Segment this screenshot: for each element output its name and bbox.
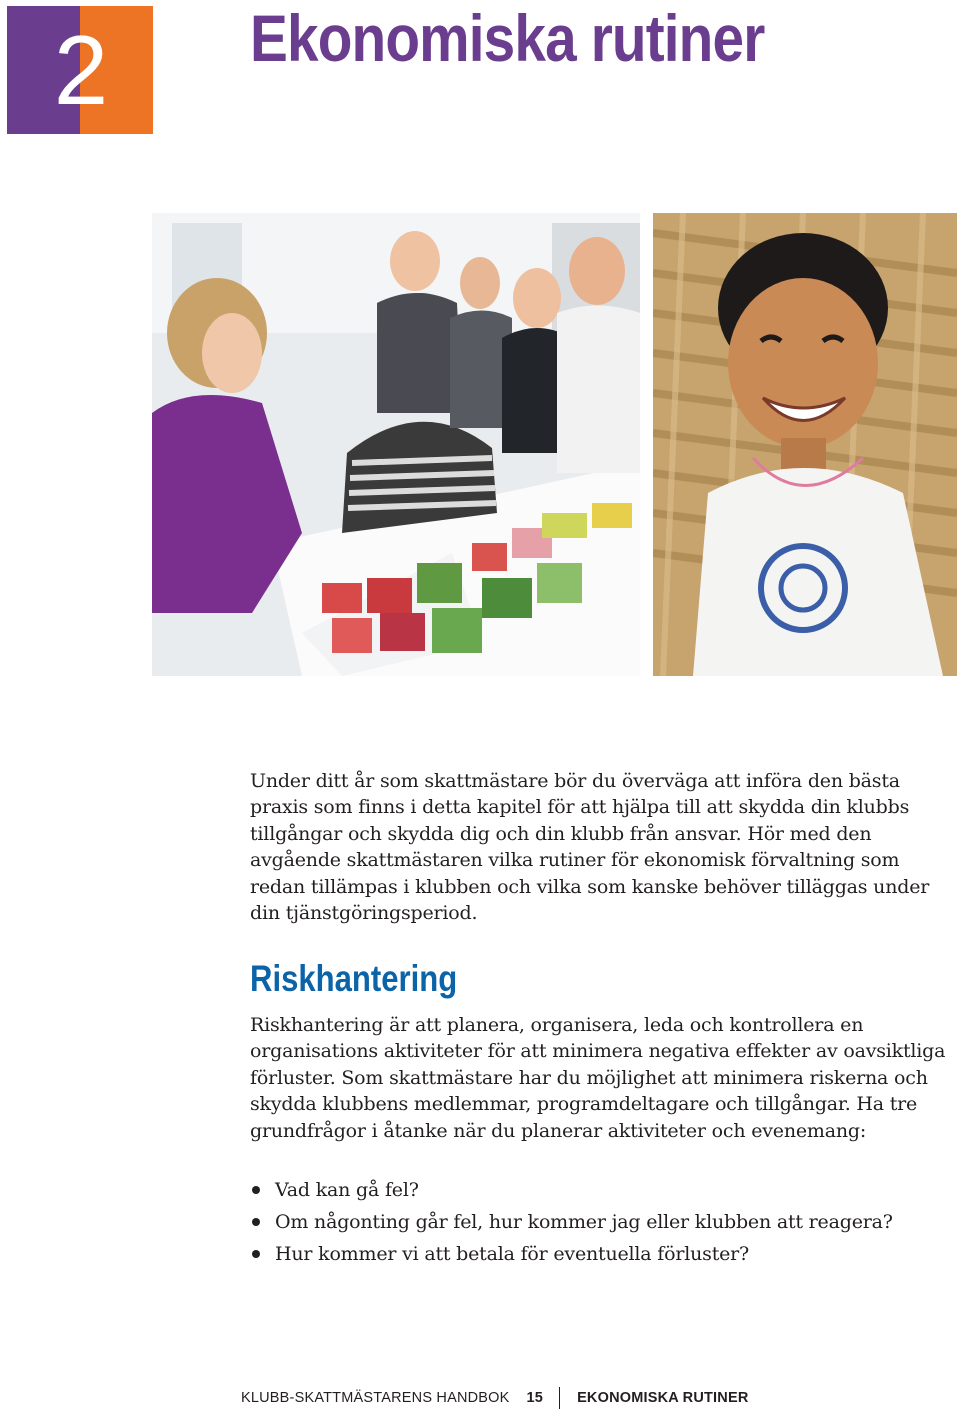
footer-section-title: EKONOMISKA RUTINER (577, 1390, 749, 1406)
child-photo-illustration (653, 213, 957, 676)
question-list (250, 1176, 955, 1272)
intro-paragraph: Under ditt år som skattmästare bör du överväga att införa den bästa praxis som finns i detta kapitel för att hjälpa till att skydda din klubbs tillgångar och skydda dig och din klubb från ansvar. Hör med den avgående skattmästaren vilka rutiner för ekonomisk förvaltning som redan tillämpas i klubben och vilka som kanske behöver tilläggas under din tjänstgöringsperiod. (250, 770, 930, 925)
footer-divider (559, 1387, 560, 1409)
section-heading: Riskhantering (250, 958, 458, 999)
group-photo-illustration (152, 213, 640, 676)
chapter-title: Ekonomiska rutiner (250, 1, 765, 75)
section-paragraph: Riskhantering är att planera, organisera, leda och kontrollera en organisations aktiviteter för att minimera negativa effekter av oavsiktliga förluster. Som skattmästare har du möjlighet att minimera riskerna och skydda klubbens medlemmar, programdeltagare och tillgångar. Ha tre grundfrågor i åtanke när du planerar aktiviteter och evenemang: (250, 1014, 946, 1142)
list-item: Om någonting går fel, hur kommer jag eller klubben att reagera? (250, 1208, 955, 1240)
group-photo (152, 213, 640, 676)
page-footer (241, 1386, 749, 1410)
list-item: Vad kan gå fel? (250, 1176, 955, 1208)
page-number: 15 (526, 1390, 544, 1406)
chapter-number-badge (7, 6, 153, 134)
footer-book-title: KLUBB-SKATTMÄSTARENS HANDBOK (241, 1390, 510, 1406)
chapter-number: 2 (53, 14, 107, 125)
list-item: Hur kommer vi att betala för eventuella förluster? (250, 1240, 955, 1272)
child-photo (653, 213, 957, 676)
